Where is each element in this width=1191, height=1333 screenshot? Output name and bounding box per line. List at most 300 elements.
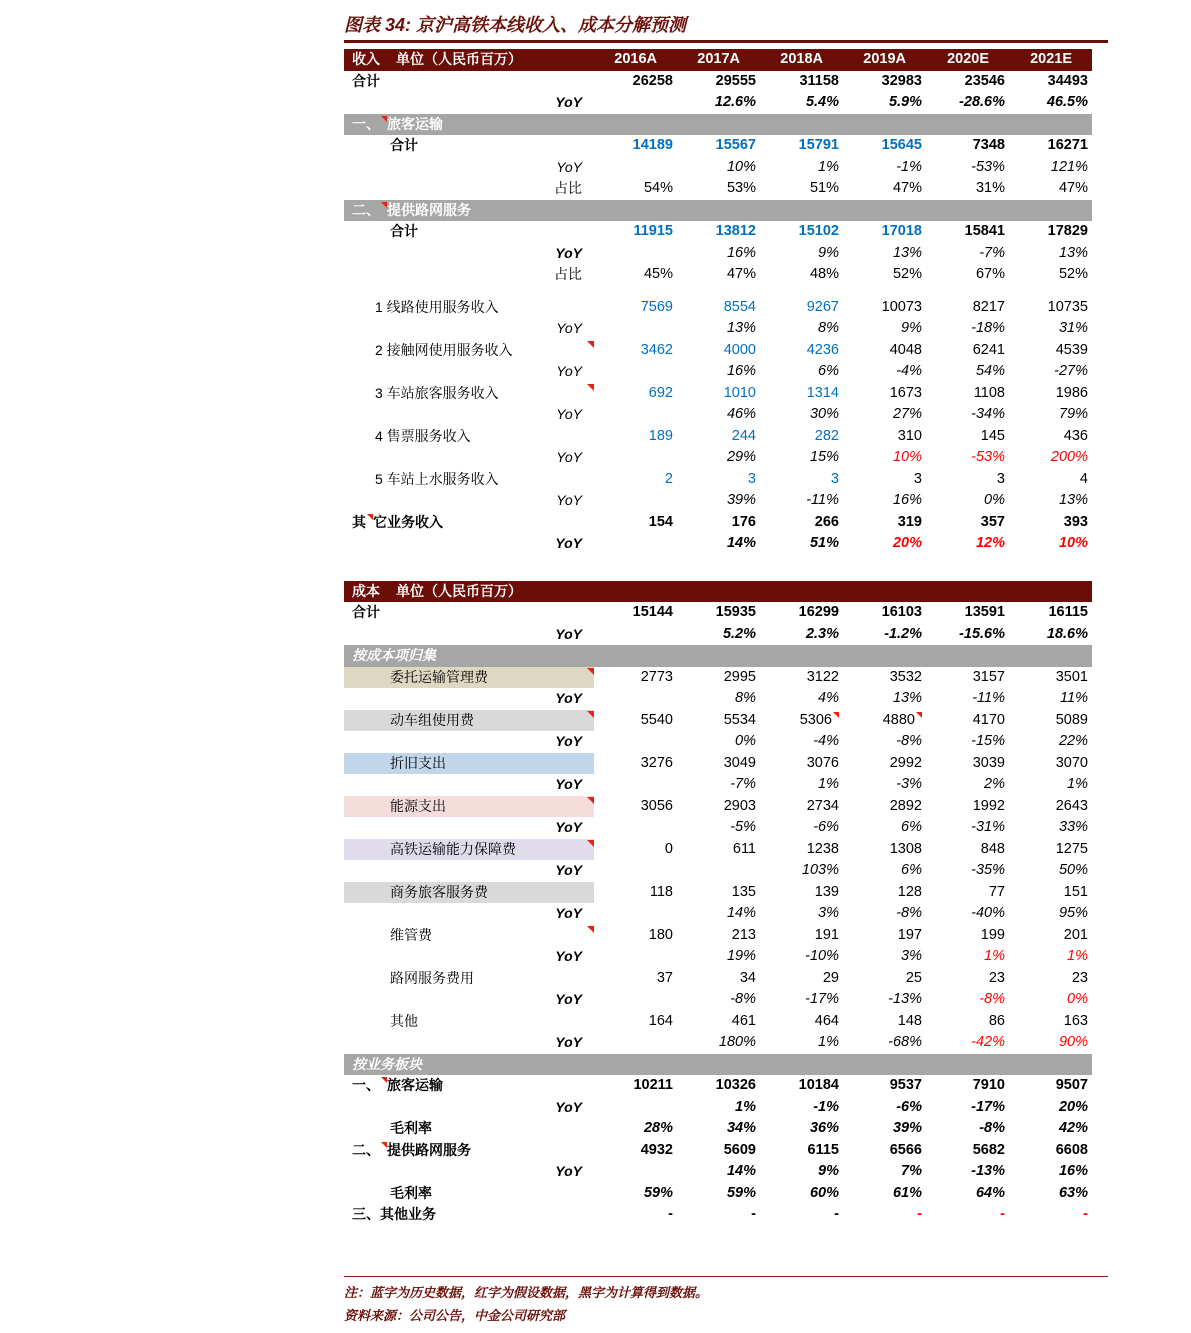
cell-value: 128	[897, 883, 922, 900]
data-cell	[677, 817, 760, 839]
cell-value: -8%	[979, 991, 1005, 1007]
data-cell	[760, 1140, 843, 1162]
data-cell	[1009, 1140, 1092, 1162]
data-cell	[760, 404, 843, 426]
cell-value: 10%	[892, 449, 922, 465]
row-label: 折旧支出	[344, 753, 594, 775]
cell-value: 33%	[1058, 819, 1088, 835]
cell-value: 39%	[892, 1120, 922, 1136]
data-cell	[594, 512, 677, 534]
cell-value: 180%	[718, 1034, 756, 1050]
data-cell	[843, 903, 926, 925]
cell-value: 1673	[889, 384, 922, 401]
cell-value: 2643	[1055, 797, 1088, 814]
table-row	[344, 774, 1092, 796]
data-cell	[843, 1097, 926, 1119]
data-cell	[926, 1204, 1009, 1226]
row-label: 一、 旅客运输	[352, 1077, 443, 1093]
figure-title: 图表 34: 京沪高铁本线收入、成本分解预测	[344, 15, 687, 35]
section-band-label: 按业务板块	[352, 1055, 422, 1072]
cell-value: 1308	[889, 840, 922, 857]
column-header-2020E: 2020E	[947, 51, 989, 67]
comment-marker-icon	[587, 840, 594, 847]
cell-value: -42%	[971, 1034, 1005, 1050]
header-label	[344, 581, 594, 603]
column-header-2018A: 2018A	[780, 51, 823, 67]
cell-value: 3	[913, 470, 922, 487]
data-cell	[760, 178, 843, 200]
section-band-label: 一、 旅客运输	[352, 115, 443, 132]
cell-value: 14189	[632, 137, 673, 153]
data-cell	[1009, 710, 1092, 732]
cell-value: -7%	[730, 776, 756, 792]
cell-value: 17018	[881, 223, 922, 239]
data-cell	[1009, 264, 1092, 286]
cell-value: 1%	[1067, 948, 1088, 964]
cell-value: 266	[814, 513, 839, 530]
table-row	[344, 839, 1092, 861]
table-row	[344, 469, 1092, 491]
header-unit-label: 单位（人民币百万）	[396, 582, 522, 599]
data-cell	[926, 318, 1009, 340]
data-cell	[677, 71, 760, 93]
table-row	[344, 178, 1092, 200]
cell-value: 3049	[723, 754, 756, 771]
data-cell	[594, 178, 677, 200]
cell-value: 3%	[901, 948, 922, 964]
comment-marker-icon	[381, 1077, 387, 1083]
data-cell	[926, 989, 1009, 1011]
cell-value: 5609	[723, 1141, 756, 1158]
cell-value: 45%	[643, 266, 673, 282]
row-label: 4 售票服务收入	[375, 427, 471, 444]
data-cell	[1009, 221, 1092, 243]
table-row	[344, 297, 1092, 319]
data-cell	[843, 318, 926, 340]
cell-value: -5%	[730, 819, 756, 835]
data-cell	[677, 624, 760, 646]
cell-value: 3532	[889, 668, 922, 685]
data-cell	[843, 92, 926, 114]
cell-value: 8%	[818, 320, 839, 336]
table-row	[344, 753, 1092, 775]
table-row	[344, 512, 1092, 534]
data-cell	[1009, 774, 1092, 796]
data-cell	[843, 946, 926, 968]
comment-marker-icon	[587, 797, 594, 804]
row-label: 3 车站旅客服务收入	[344, 383, 594, 405]
data-cell	[1009, 340, 1092, 362]
data-cell	[843, 340, 926, 362]
data-cell	[594, 1075, 677, 1097]
cell-value: -13%	[971, 1163, 1005, 1179]
data-cell	[760, 297, 843, 319]
data-cell	[677, 946, 760, 968]
cell-value: 1108	[973, 384, 1005, 401]
cell-value: -10%	[805, 948, 839, 964]
cell-value: 6%	[901, 862, 922, 878]
table-row	[344, 903, 1092, 925]
table-row	[344, 1032, 1092, 1054]
data-cell	[926, 1183, 1009, 1205]
data-cell	[926, 774, 1009, 796]
cell-value: -17%	[805, 991, 839, 1007]
section-band-row	[344, 200, 1092, 222]
data-cell	[1009, 1075, 1092, 1097]
data-cell	[926, 817, 1009, 839]
cell-value: -1%	[813, 1098, 839, 1115]
cell-value: 90%	[1058, 1034, 1088, 1050]
cell-value: 7910	[972, 1077, 1005, 1093]
data-cell	[926, 839, 1009, 861]
cell-value: 3122	[806, 668, 839, 685]
row-label: 占比	[554, 180, 582, 196]
table	[344, 49, 1092, 1226]
row-label: 路网服务费用	[390, 969, 474, 986]
data-cell	[1009, 92, 1092, 114]
cell-value: 4880	[882, 711, 915, 728]
table-row	[344, 340, 1092, 362]
comment-marker-icon	[587, 668, 594, 675]
data-cell	[677, 796, 760, 818]
table-row	[344, 404, 1092, 426]
data-cell	[926, 753, 1009, 775]
cell-value: 3462	[640, 341, 673, 358]
comment-marker-icon	[381, 116, 387, 122]
cell-value: 1238	[806, 840, 839, 857]
cell-value: 9%	[901, 320, 922, 336]
cell-value: 19%	[726, 948, 756, 964]
data-cell	[926, 469, 1009, 491]
cell-value: 1314	[806, 384, 839, 401]
data-cell	[843, 157, 926, 179]
cell-value: 18.6%	[1046, 625, 1088, 642]
data-cell	[1009, 839, 1092, 861]
data-cell	[760, 710, 843, 732]
data-cell	[677, 667, 760, 689]
data-cell	[926, 404, 1009, 426]
data-cell	[843, 710, 926, 732]
cell-value: -	[668, 1206, 673, 1222]
comment-marker-icon	[367, 514, 373, 520]
header-label	[344, 49, 594, 71]
cell-value: 20%	[892, 535, 922, 551]
data-cell	[926, 71, 1009, 93]
row-label: YoY	[555, 776, 582, 792]
row-label: YoY	[556, 449, 582, 465]
data-cell	[760, 839, 843, 861]
row-label: YoY	[555, 862, 582, 878]
data-cell	[926, 688, 1009, 710]
cell-value: 1010	[723, 384, 756, 401]
cell-value: 16%	[892, 492, 922, 508]
data-cell	[760, 989, 843, 1011]
table-row	[344, 1011, 1092, 1033]
cell-value: 13812	[715, 223, 756, 239]
cell-value: 1%	[735, 1098, 756, 1115]
data-cell	[843, 404, 926, 426]
cell-value: 8%	[735, 690, 756, 706]
row-label: 合计	[352, 604, 380, 620]
row-label: 毛利率	[390, 1184, 432, 1201]
cell-value: -34%	[971, 406, 1005, 422]
data-cell	[594, 667, 677, 689]
comment-marker-icon	[381, 202, 387, 208]
cell-value: 2%	[984, 776, 1005, 792]
cell-value: 52%	[1058, 266, 1088, 282]
section-band-label: 二、 提供路网服务	[352, 201, 471, 218]
cell-value: -15.6%	[959, 625, 1005, 642]
row-label: YoY	[555, 94, 582, 110]
row-label: 能源支出	[344, 796, 594, 818]
cell-value: -8%	[979, 1120, 1005, 1136]
data-cell	[1009, 602, 1092, 624]
data-cell	[843, 1204, 926, 1226]
row-label: 占比	[554, 266, 582, 282]
table-row	[344, 1161, 1092, 1183]
data-cell	[843, 860, 926, 882]
comment-marker-icon	[587, 711, 594, 718]
data-cell	[1009, 903, 1092, 925]
cell-value: 319	[897, 513, 922, 530]
table-row	[344, 426, 1092, 448]
data-cell	[677, 447, 760, 469]
cell-value: 16103	[881, 604, 922, 620]
data-cell	[843, 796, 926, 818]
cell-value: 52%	[892, 266, 922, 282]
cell-value: 53%	[726, 180, 756, 196]
cell-value: 15841	[964, 223, 1005, 239]
data-cell	[594, 1204, 677, 1226]
cell-value: 6608	[1055, 1141, 1088, 1158]
footnote-source: 资料来源：公司公告，中金公司研究部	[344, 1308, 566, 1323]
cell-value: 3	[747, 470, 756, 487]
data-cell	[594, 925, 677, 947]
cell-value: 5534	[723, 711, 756, 728]
cell-value: 23546	[964, 72, 1005, 89]
cell-value: 47%	[892, 180, 922, 196]
data-cell	[760, 925, 843, 947]
comment-marker-icon	[587, 341, 594, 348]
data-cell	[843, 135, 926, 157]
cell-value: 7%	[901, 1163, 922, 1179]
cell-value: 2992	[889, 754, 922, 771]
data-cell	[1009, 667, 1092, 689]
header-unit-label: 单位（人民币百万）	[396, 51, 522, 67]
cell-value: 48%	[809, 266, 839, 282]
data-cell	[760, 667, 843, 689]
data-cell	[677, 178, 760, 200]
cell-value: 14%	[726, 535, 756, 551]
cell-value: 13%	[892, 244, 922, 261]
cell-value: 13%	[1058, 492, 1088, 508]
cell-value: 67%	[975, 266, 1005, 282]
cell-value: 4	[1079, 470, 1088, 487]
data-cell	[843, 297, 926, 319]
cell-value: 10073	[881, 298, 922, 315]
data-cell	[760, 1183, 843, 1205]
cell-value: 39%	[726, 492, 756, 508]
data-cell	[760, 1097, 843, 1119]
cell-value: 5.9%	[888, 94, 922, 110]
table-row	[344, 71, 1092, 93]
data-cell	[1009, 426, 1092, 448]
cell-value: 3070	[1055, 754, 1088, 771]
cell-value: -8%	[730, 991, 756, 1007]
cell-value: -18%	[971, 320, 1005, 336]
cell-value: 15144	[632, 604, 673, 620]
table-row	[344, 602, 1092, 624]
section-band-row	[344, 1054, 1092, 1076]
table-row	[344, 1183, 1092, 1205]
row-label: 毛利率	[390, 1120, 432, 1136]
comment-marker-icon	[381, 1142, 387, 1148]
data-cell	[1009, 860, 1092, 882]
data-cell	[1009, 1011, 1092, 1033]
cell-value: 10%	[1058, 535, 1088, 551]
data-cell	[594, 602, 677, 624]
data-cell	[1009, 512, 1092, 534]
row-label: 委托运输管理费	[344, 667, 594, 689]
data-cell	[843, 264, 926, 286]
data-cell	[843, 469, 926, 491]
cell-value: 20%	[1058, 1098, 1088, 1115]
header-left-label: 成本	[352, 582, 380, 599]
cell-value: 13%	[726, 320, 756, 336]
data-cell	[760, 624, 843, 646]
cell-value: 17829	[1047, 223, 1088, 239]
data-cell	[843, 1140, 926, 1162]
data-cell	[760, 796, 843, 818]
cell-value: -	[834, 1206, 839, 1222]
data-cell	[843, 602, 926, 624]
cell-value: 34493	[1047, 72, 1088, 89]
row-label: YoY	[556, 492, 582, 508]
data-cell	[1009, 178, 1092, 200]
data-cell	[594, 1183, 677, 1205]
row-label: 合计	[390, 137, 418, 153]
cell-value: 2903	[723, 797, 756, 814]
table-row	[344, 624, 1092, 646]
data-cell	[594, 297, 677, 319]
data-cell	[594, 1011, 677, 1033]
data-cell	[926, 731, 1009, 753]
cell-value: -4%	[896, 363, 922, 379]
data-cell	[926, 221, 1009, 243]
cell-value: -28.6%	[959, 94, 1005, 110]
cell-value: 1%	[818, 158, 839, 175]
data-cell	[926, 1097, 1009, 1119]
data-cell	[677, 731, 760, 753]
cell-value: 121%	[1050, 158, 1088, 175]
cell-value: -11%	[806, 492, 839, 508]
data-cell	[760, 753, 843, 775]
cell-value: -40%	[971, 905, 1005, 921]
data-cell	[594, 710, 677, 732]
data-cell	[843, 447, 926, 469]
data-cell	[677, 490, 760, 512]
data-cell	[677, 839, 760, 861]
cell-value: 12%	[975, 535, 1005, 551]
cell-value: -7%	[979, 244, 1005, 261]
row-label: 商务旅客服务费	[344, 882, 594, 904]
cell-value: -11%	[972, 690, 1005, 706]
cell-value: 3076	[806, 754, 839, 771]
cell-value: 176	[731, 513, 756, 530]
column-header-2019A: 2019A	[863, 51, 906, 67]
section-band-row	[344, 114, 1092, 136]
cell-value: 4236	[806, 341, 839, 358]
comment-marker-icon	[916, 712, 922, 718]
cell-value: 436	[1063, 427, 1088, 444]
cell-value: 4932	[640, 1141, 673, 1158]
data-cell	[843, 817, 926, 839]
cell-value: 59%	[726, 1184, 756, 1201]
cell-value: 95%	[1058, 905, 1088, 921]
table-row	[344, 1118, 1092, 1140]
cell-value: 13%	[1058, 244, 1088, 261]
data-cell	[926, 426, 1009, 448]
cell-value: 15791	[798, 137, 839, 153]
cell-value: 164	[648, 1012, 673, 1029]
table-row	[344, 731, 1092, 753]
cell-value: 5.4%	[805, 94, 839, 110]
data-cell	[677, 469, 760, 491]
data-cell	[1009, 882, 1092, 904]
data-cell	[677, 264, 760, 286]
data-cell	[1009, 1032, 1092, 1054]
cell-value: 9%	[818, 1163, 839, 1179]
cell-value: 13591	[964, 604, 1005, 620]
table-header-row	[344, 49, 1092, 71]
table-row	[344, 264, 1092, 286]
row-label: YoY	[556, 320, 582, 336]
data-cell	[843, 688, 926, 710]
data-cell	[926, 903, 1009, 925]
data-cell	[926, 860, 1009, 882]
cell-value: -68%	[888, 1034, 922, 1050]
row-label: 其 它业务收入	[352, 513, 443, 530]
table-row	[344, 92, 1092, 114]
cell-value: 5.2%	[722, 625, 756, 642]
section-band-row	[344, 645, 1092, 667]
cell-value: 1%	[818, 776, 839, 792]
table-row	[344, 925, 1092, 947]
cell-value: 79%	[1058, 406, 1088, 422]
data-cell	[677, 221, 760, 243]
data-cell	[926, 624, 1009, 646]
data-cell	[1009, 533, 1092, 555]
data-cell	[677, 1097, 760, 1119]
data-cell	[926, 1118, 1009, 1140]
cell-value: 31%	[1058, 320, 1088, 336]
cell-value: 4048	[889, 341, 922, 358]
cell-value: 34%	[726, 1120, 756, 1136]
cell-value: 1%	[984, 948, 1005, 964]
data-cell	[760, 318, 843, 340]
data-cell	[926, 135, 1009, 157]
data-cell	[760, 447, 843, 469]
cell-value: 0%	[1067, 991, 1088, 1007]
data-cell	[843, 512, 926, 534]
cell-value: 54%	[643, 180, 673, 196]
data-cell	[1009, 1161, 1092, 1183]
row-label: 合计	[352, 72, 380, 89]
cell-value: 15935	[715, 604, 756, 620]
cell-value: 29	[822, 969, 839, 986]
cell-value: 464	[814, 1012, 839, 1029]
cell-value: 4170	[972, 711, 1005, 728]
